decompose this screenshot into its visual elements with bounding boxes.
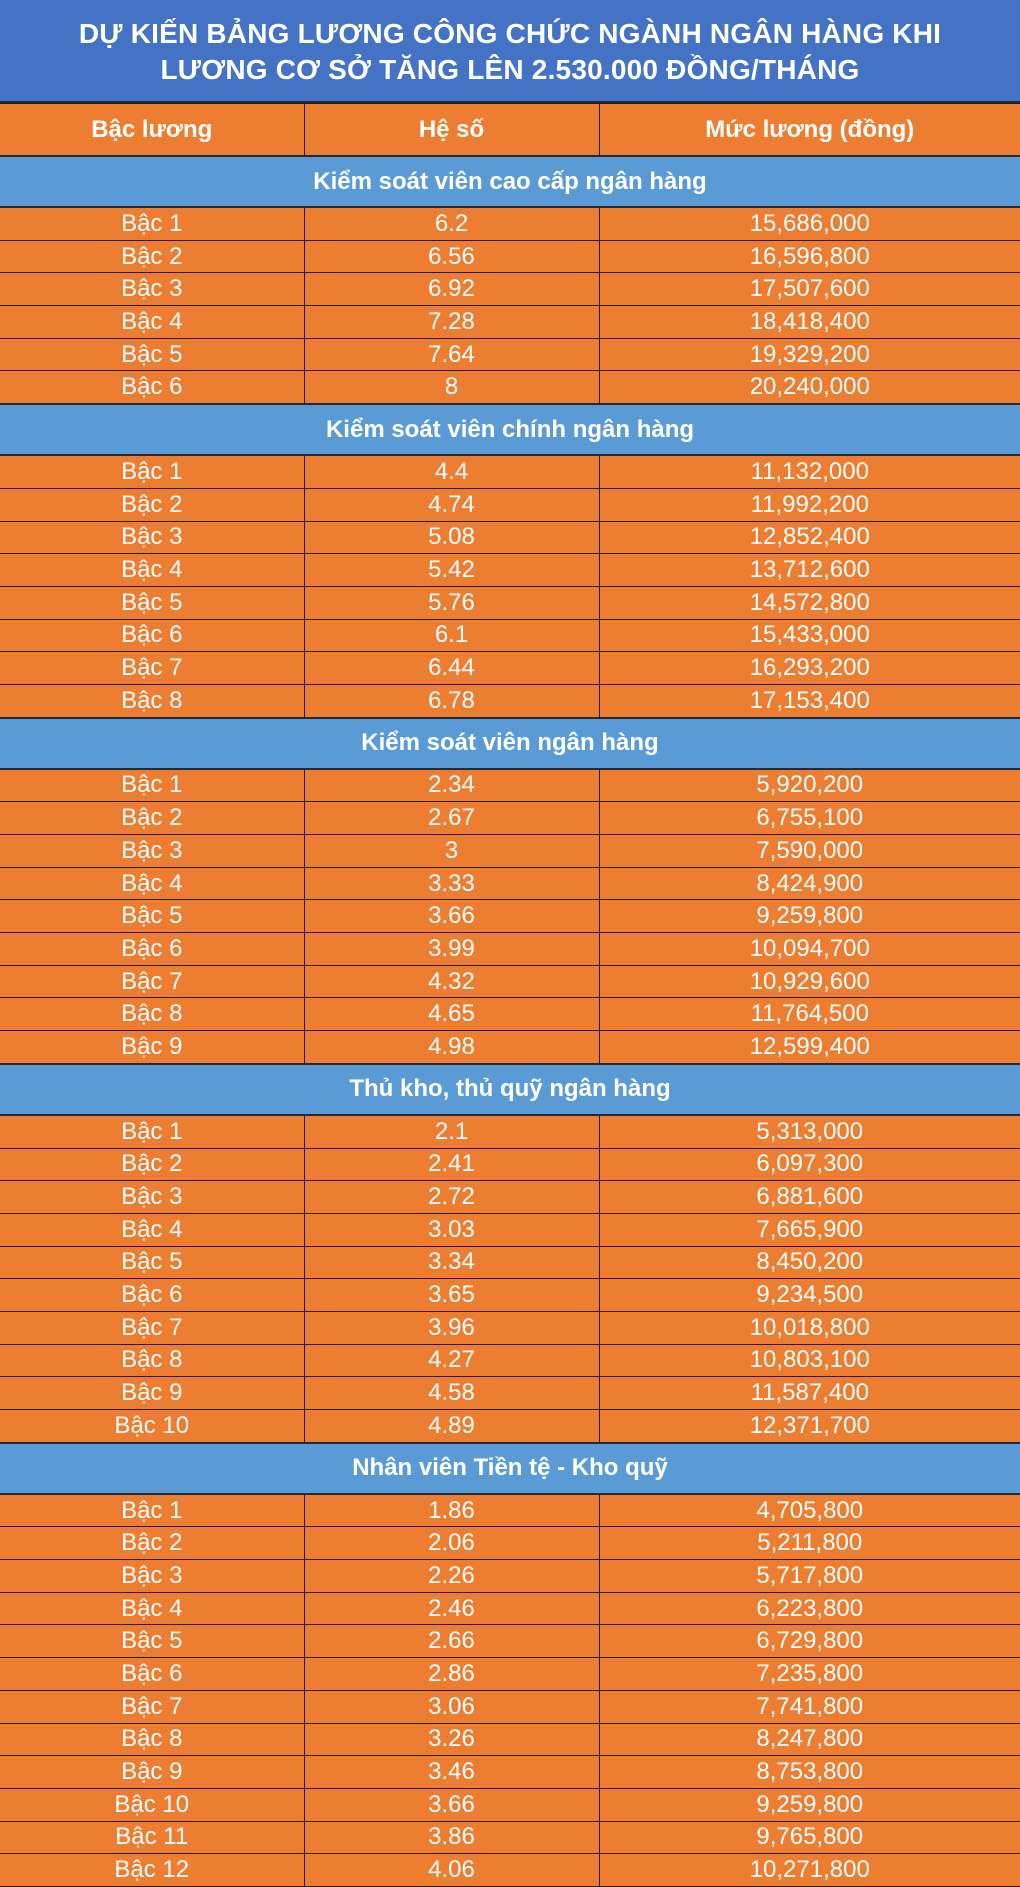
grade-cell: Bậc 5 [0,1625,304,1658]
grade-cell: Bậc 4 [0,306,304,339]
table-row [0,933,1020,966]
table-row [0,1377,1020,1410]
salary-cell: 10,018,800 [599,1311,1020,1344]
salary-cell: 16,596,800 [599,240,1020,273]
table-row [0,1344,1020,1377]
grade-cell: Bậc 4 [0,1592,304,1625]
table-row [0,1115,1020,1148]
salary-cell: 17,153,400 [599,684,1020,717]
salary-cell: 9,765,800 [599,1821,1020,1854]
grade-cell: Bậc 8 [0,1344,304,1377]
table-row [0,338,1020,371]
table-row [0,1756,1020,1789]
table-row [0,1246,1020,1279]
coefficient-cell: 5.76 [304,586,599,619]
grade-cell: Bậc 3 [0,835,304,868]
grade-cell: Bậc 4 [0,867,304,900]
table-row [0,1527,1020,1560]
grade-cell: Bậc 7 [0,652,304,685]
salary-cell: 5,313,000 [599,1115,1020,1148]
section-title: Kiểm soát viên ngân hàng [0,718,1020,769]
grade-cell: Bậc 7 [0,965,304,998]
table-row [0,586,1020,619]
salary-cell: 11,587,400 [599,1377,1020,1410]
salary-cell: 17,507,600 [599,273,1020,306]
salary-cell: 8,424,900 [599,867,1020,900]
grade-cell: Bậc 6 [0,371,304,404]
table-row [0,1148,1020,1181]
salary-cell: 8,753,800 [599,1756,1020,1789]
coefficient-cell: 4.98 [304,1031,599,1064]
coefficient-cell: 3.34 [304,1246,599,1279]
table-row [0,1181,1020,1214]
coefficient-cell: 7.28 [304,306,599,339]
grade-cell: Bậc 10 [0,1410,304,1443]
table-row [0,900,1020,933]
grade-cell: Bậc 2 [0,488,304,521]
coefficient-cell: 3.66 [304,1788,599,1821]
salary-cell: 7,665,900 [599,1213,1020,1246]
grade-cell: Bậc 9 [0,1756,304,1789]
coefficient-cell: 2.26 [304,1560,599,1593]
salary-cell: 6,881,600 [599,1181,1020,1214]
section-header-row [0,156,1020,207]
grade-cell: Bậc 2 [0,802,304,835]
coefficient-cell: 3.86 [304,1821,599,1854]
title-line-2: LƯƠNG CƠ SỞ TĂNG LÊN 2.530.000 ĐỒNG/THÁNG [160,53,860,85]
grade-cell: Bậc 8 [0,998,304,1031]
coefficient-cell: 3.33 [304,867,599,900]
table-row [0,867,1020,900]
section-header-row [0,1443,1020,1494]
grade-cell: Bậc 4 [0,1213,304,1246]
table-row [0,1854,1020,1887]
salary-cell: 6,223,800 [599,1592,1020,1625]
salary-cell: 10,271,800 [599,1854,1020,1887]
salary-cell: 20,240,000 [599,371,1020,404]
salary-cell: 5,920,200 [599,769,1020,802]
grade-cell: Bậc 8 [0,684,304,717]
coefficient-cell: 6.78 [304,684,599,717]
grade-cell: Bậc 3 [0,273,304,306]
salary-table [0,103,1020,1887]
coefficient-cell: 4.89 [304,1410,599,1443]
coefficient-cell: 4.74 [304,488,599,521]
grade-cell: Bậc 4 [0,554,304,587]
coefficient-cell: 2.86 [304,1658,599,1691]
coefficient-cell: 8 [304,371,599,404]
salary-cell: 11,132,000 [599,455,1020,488]
table-row [0,769,1020,802]
salary-cell: 7,741,800 [599,1690,1020,1723]
salary-cell: 15,433,000 [599,619,1020,652]
coefficient-cell: 3.46 [304,1756,599,1789]
salary-cell: 11,764,500 [599,998,1020,1031]
salary-cell: 10,803,100 [599,1344,1020,1377]
salary-cell: 8,450,200 [599,1246,1020,1279]
salary-cell: 5,717,800 [599,1560,1020,1593]
table-row [0,488,1020,521]
coefficient-cell: 2.34 [304,769,599,802]
coefficient-cell: 2.1 [304,1115,599,1148]
table-row [0,1560,1020,1593]
section-header-row [0,404,1020,455]
coefficient-cell: 4.27 [304,1344,599,1377]
coefficient-cell: 6.44 [304,652,599,685]
table-row [0,802,1020,835]
table-row [0,652,1020,685]
table-row [0,273,1020,306]
table-row [0,521,1020,554]
grade-cell: Bậc 1 [0,207,304,240]
coefficient-cell: 6.1 [304,619,599,652]
page-title [0,0,1020,103]
table-row [0,998,1020,1031]
section-title: Thủ kho, thủ quỹ ngân hàng [0,1064,1020,1115]
salary-cell: 9,259,800 [599,900,1020,933]
salary-cell: 13,712,600 [599,554,1020,587]
table-row [0,1625,1020,1658]
salary-cell: 7,590,000 [599,835,1020,868]
coefficient-cell: 3.65 [304,1279,599,1312]
grade-cell: Bậc 6 [0,933,304,966]
salary-cell: 19,329,200 [599,338,1020,371]
grade-cell: Bậc 1 [0,1115,304,1148]
salary-cell: 12,599,400 [599,1031,1020,1064]
table-row [0,1410,1020,1443]
coefficient-cell: 1.86 [304,1494,599,1527]
coefficient-cell: 4.4 [304,455,599,488]
salary-cell: 5,211,800 [599,1527,1020,1560]
grade-cell: Bậc 7 [0,1311,304,1344]
table-header-row [0,104,1020,157]
grade-cell: Bậc 11 [0,1821,304,1854]
grade-cell: Bậc 6 [0,619,304,652]
column-header-coefficient: Hệ số [304,104,599,157]
salary-cell: 6,097,300 [599,1148,1020,1181]
coefficient-cell: 2.66 [304,1625,599,1658]
coefficient-cell: 3.26 [304,1723,599,1756]
salary-cell: 9,234,500 [599,1279,1020,1312]
grade-cell: Bậc 10 [0,1788,304,1821]
salary-cell: 16,293,200 [599,652,1020,685]
coefficient-cell: 3.03 [304,1213,599,1246]
table-row [0,684,1020,717]
grade-cell: Bậc 3 [0,521,304,554]
grade-cell: Bậc 7 [0,1690,304,1723]
coefficient-cell: 6.2 [304,207,599,240]
salary-cell: 6,729,800 [599,1625,1020,1658]
coefficient-cell: 4.32 [304,965,599,998]
salary-cell: 14,572,800 [599,586,1020,619]
coefficient-cell: 5.08 [304,521,599,554]
table-row [0,619,1020,652]
grade-cell: Bậc 6 [0,1279,304,1312]
coefficient-cell: 2.67 [304,802,599,835]
grade-cell: Bậc 1 [0,769,304,802]
coefficient-cell: 2.41 [304,1148,599,1181]
salary-cell: 8,247,800 [599,1723,1020,1756]
coefficient-cell: 2.72 [304,1181,599,1214]
table-row [0,1592,1020,1625]
grade-cell: Bậc 2 [0,1148,304,1181]
grade-cell: Bậc 6 [0,1658,304,1691]
column-header-salary: Mức lương (đồng) [599,104,1020,157]
coefficient-cell: 3.66 [304,900,599,933]
grade-cell: Bậc 1 [0,455,304,488]
coefficient-cell: 3.96 [304,1311,599,1344]
table-row [0,835,1020,868]
coefficient-cell: 4.06 [304,1854,599,1887]
column-header-grade: Bậc lương [0,104,304,157]
table-row [0,455,1020,488]
coefficient-cell: 4.65 [304,998,599,1031]
salary-cell: 10,929,600 [599,965,1020,998]
coefficient-cell: 3.06 [304,1690,599,1723]
salary-cell: 9,259,800 [599,1788,1020,1821]
salary-cell: 12,371,700 [599,1410,1020,1443]
coefficient-cell: 5.42 [304,554,599,587]
grade-cell: Bậc 5 [0,900,304,933]
salary-cell: 15,686,000 [599,207,1020,240]
coefficient-cell: 3 [304,835,599,868]
table-row [0,1690,1020,1723]
table-row [0,240,1020,273]
table-row [0,1821,1020,1854]
coefficient-cell: 7.64 [304,338,599,371]
grade-cell: Bậc 12 [0,1854,304,1887]
section-header-row [0,1064,1020,1115]
section-header-row [0,718,1020,769]
table-row [0,1311,1020,1344]
grade-cell: Bậc 1 [0,1494,304,1527]
grade-cell: Bậc 2 [0,1527,304,1560]
salary-cell: 6,755,100 [599,802,1020,835]
table-row [0,1494,1020,1527]
coefficient-cell: 2.46 [304,1592,599,1625]
table-row [0,371,1020,404]
table-row [0,965,1020,998]
grade-cell: Bậc 3 [0,1181,304,1214]
coefficient-cell: 3.99 [304,933,599,966]
section-title: Nhân viên Tiền tệ - Kho quỹ [0,1443,1020,1494]
table-row [0,1658,1020,1691]
grade-cell: Bậc 3 [0,1560,304,1593]
table-row [0,306,1020,339]
table-row [0,207,1020,240]
grade-cell: Bậc 5 [0,338,304,371]
table-row [0,1031,1020,1064]
table-row [0,1788,1020,1821]
grade-cell: Bậc 9 [0,1031,304,1064]
salary-cell: 10,094,700 [599,933,1020,966]
grade-cell: Bậc 5 [0,1246,304,1279]
table-row [0,554,1020,587]
table-row [0,1723,1020,1756]
salary-cell: 11,992,200 [599,488,1020,521]
grade-cell: Bậc 8 [0,1723,304,1756]
coefficient-cell: 6.92 [304,273,599,306]
grade-cell: Bậc 5 [0,586,304,619]
coefficient-cell: 6.56 [304,240,599,273]
salary-cell: 12,852,400 [599,521,1020,554]
grade-cell: Bậc 2 [0,240,304,273]
coefficient-cell: 4.58 [304,1377,599,1410]
salary-cell: 4,705,800 [599,1494,1020,1527]
coefficient-cell: 2.06 [304,1527,599,1560]
table-row [0,1279,1020,1312]
title-line-1: DỰ KIẾN BẢNG LƯƠNG CÔNG CHỨC NGÀNH NGÂN HÀNG KHI [78,17,942,49]
section-title: Kiểm soát viên chính ngân hàng [0,404,1020,455]
salary-cell: 18,418,400 [599,306,1020,339]
section-title: Kiểm soát viên cao cấp ngân hàng [0,156,1020,207]
table-row [0,1213,1020,1246]
salary-cell: 7,235,800 [599,1658,1020,1691]
table-body [0,156,1020,1886]
grade-cell: Bậc 9 [0,1377,304,1410]
